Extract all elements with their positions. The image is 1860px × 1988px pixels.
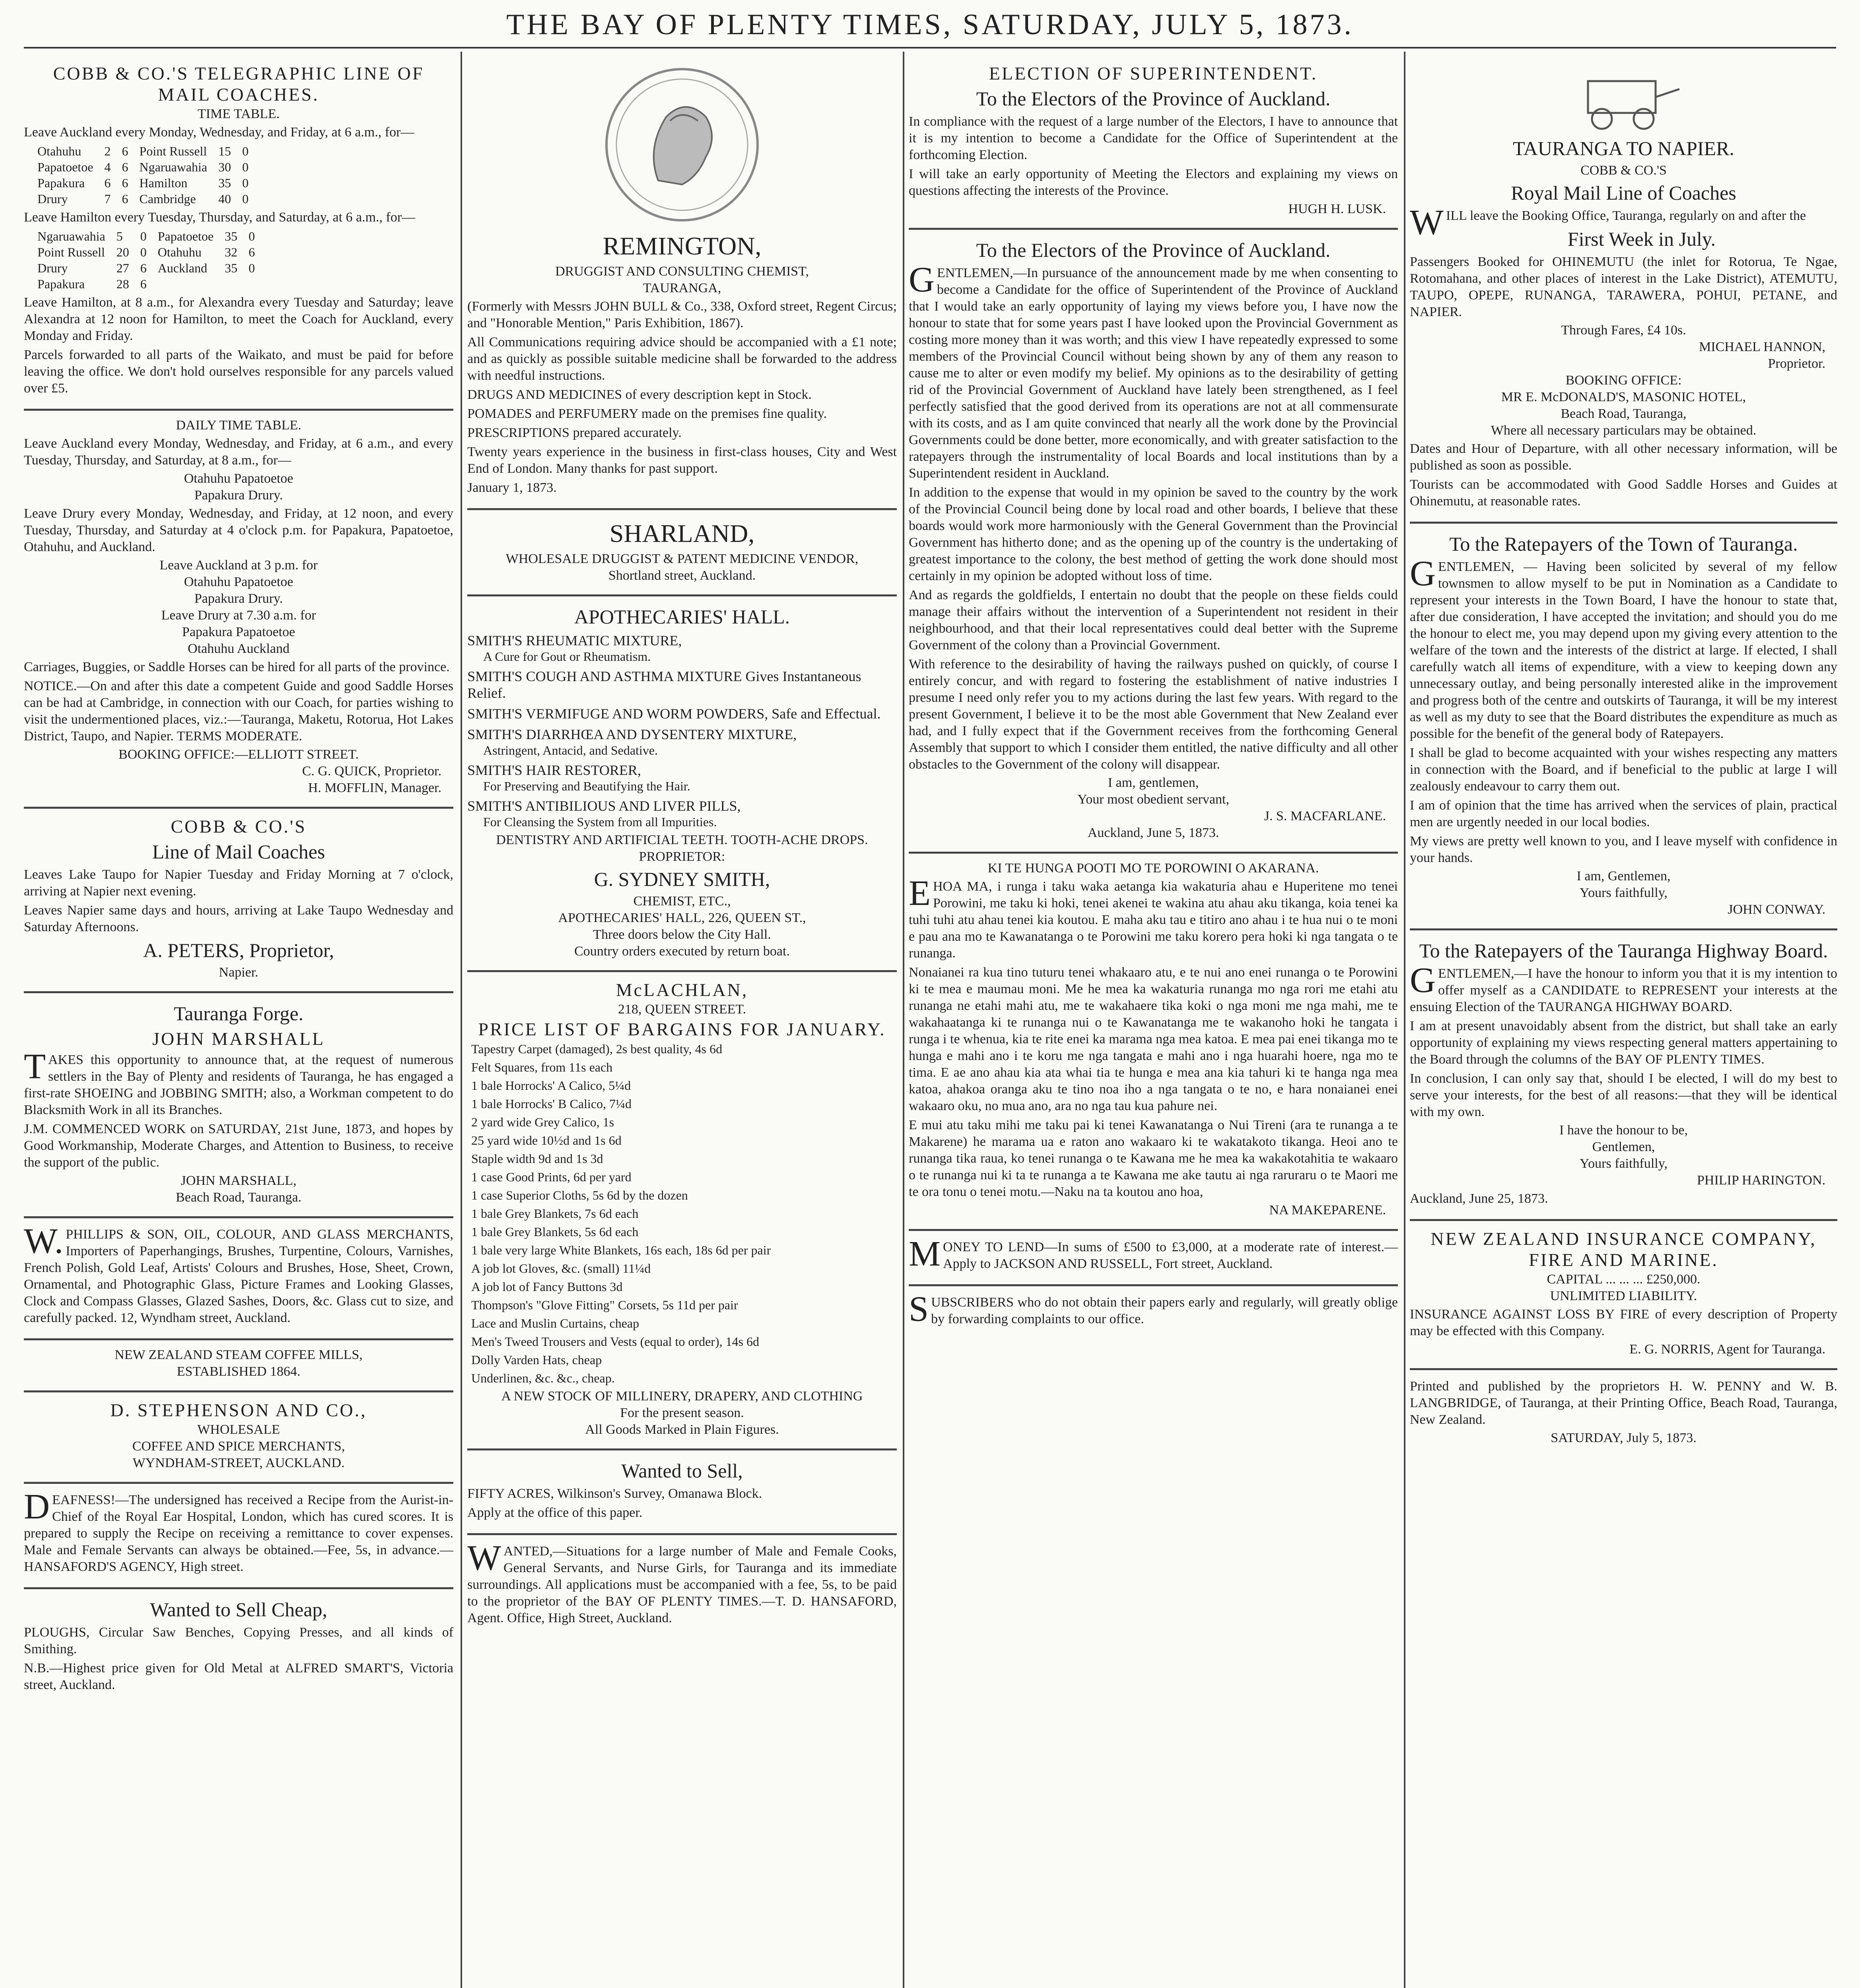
maori-address: [909, 854, 1398, 1231]
coach-icon: [1564, 65, 1683, 133]
remedy-name: SMITH'S DIARRHŒA AND DYSENTERY MIXTURE,: [467, 726, 797, 742]
signature: HUGH H. LUSK.: [1288, 202, 1386, 216]
ad-text: And as regards the goldfields, I entertain no doubt that the people on these fields could manage their affairs without the intervention of a Superintendent not resident in their neighbourhood, and that their local representatives could deal better with the Supreme Government of the colony than a Provincial Government.: [909, 588, 1398, 652]
fare-row: [32, 260, 260, 276]
wanted-sell-ad: [467, 1450, 897, 1535]
sharland-ad: [467, 510, 897, 596]
ad-text: Passengers Booked for OHINEMUTU (the inlet for Rotorua, Te Ngae, Rotomahana, and other places of interest in the Lake District), ATEMUTU, TAUPO, OPEPE, RUNANGA, TARAWERA, POHUI, PETANE, and NAPIER.: [1410, 254, 1837, 319]
ad-text: WANTED,—Situations for a large number of Male and Female Cooks, General Servants, and Nurse Girls, for Tauranga and its immediate surroundings. All applications must be accompanied with a fee, 5s, to be paid to the proprietor of the BAY OF PLENTY TIMES.—T. D. HANSAFORD, Agent. Office, High Street, Auckland.: [467, 1538, 897, 1625]
ad-text: My views are pretty well known to you, and I leave myself with confidence in your hands.: [1410, 834, 1837, 865]
price-list-item: Thompson's "Glove Fitting" Corsets, 5s 11d per pair: [471, 1298, 738, 1312]
column-divider: [461, 52, 462, 1988]
remedy-description: For Preserving and Beautifying the Hair.: [483, 779, 690, 793]
price-list-item: Tapestry Carpet (damaged), 2s best quality, 4s 6d: [471, 1042, 723, 1056]
ad-title: To the Ratepayers of the Town of Tauranga.: [1449, 533, 1798, 555]
place-list: Papakura Drury.: [194, 591, 283, 606]
ad-text: FIFTY ACRES, Wilkinson's Survey, Omanawa Block.: [467, 1486, 762, 1501]
ad-subtitle: To the Electors of the Province of Auckland.: [976, 87, 1331, 110]
coffee-mills-ad: [24, 1340, 453, 1392]
price-list-item: 1 bale Horrocks' A Calico, 5¼d: [471, 1078, 631, 1093]
remedy-description: For Cleansing the System from all Impurities.: [483, 815, 717, 829]
ad-subtitle: ESTABLISHED 1864.: [177, 1364, 301, 1379]
price-list-item: 1 bale Grey Blankets, 7s 6d each: [471, 1206, 639, 1221]
place: TAURANGA,: [643, 281, 721, 295]
fare-cell: 6: [122, 176, 128, 190]
fare-cell: 35: [224, 229, 237, 243]
fare-cell: 0: [242, 160, 249, 174]
lusk-election-ad: [909, 56, 1398, 230]
wanted-sell-cheap-ad: [24, 1589, 453, 1705]
ad-text: Apply at the office of this paper.: [467, 1505, 643, 1520]
ad-subtitle: WHOLESALE DRUGGIST & PATENT MEDICINE VENDOR,: [505, 551, 859, 566]
medallion-portrait-icon: [579, 61, 785, 228]
fare-cell: Otahuhu: [157, 245, 202, 259]
fare-cell: 0: [248, 261, 255, 275]
fare-cell: Ngaruawahia: [37, 229, 105, 243]
ad-text: Leave Auckland every Monday, Wednesday, and Friday, at 6 a.m., and every Tuesday, Thursday, and Saturday, at 8 a.m., for—: [24, 436, 453, 468]
ad-title: McLACHLAN,: [616, 980, 748, 1000]
ad-subtitle: To the Electors of the Province of Auckland.: [976, 239, 1331, 261]
imprint-date: SATURDAY, July 5, 1873.: [1551, 1431, 1697, 1445]
ad-title: Wanted to Sell Cheap,: [150, 1598, 327, 1621]
ad-title: KI TE HUNGA POOTI MO TE POROWINI O AKARANA.: [987, 861, 1319, 876]
napier-coaches-ad: [1410, 56, 1837, 524]
ad-text: Leave Auckland at 3 p.m. for: [159, 558, 318, 573]
ad-text: MONEY TO LEND—In sums of £500 to £3,000, at a moderate rate of interest.—Apply to JACKSON AND RUSSELL, Fort street, Auckland.: [909, 1234, 1398, 1274]
ad-text: J.M. COMMENCED WORK on SATURDAY, 21st June, 1873, and hopes by Good Workmanship, Moderate Charges, and Attention to Business, to receive the support of the public.: [24, 1122, 453, 1170]
ad-title: To the Ratepayers of the Tauranga Highway Board.: [1419, 940, 1828, 962]
fare-row: [32, 244, 260, 260]
ad-title: D. STEPHENSON AND CO.,: [110, 1400, 367, 1420]
insurance-ad: [1410, 1221, 1837, 1370]
address: 218, QUEEN STREET.: [618, 1002, 746, 1017]
imprint: [1410, 1370, 1837, 1457]
closing: Yours faithfully,: [1579, 885, 1668, 900]
ad-subtitle: Line of Mail Coaches: [152, 841, 325, 863]
subscribers-notice: [909, 1286, 1398, 1340]
ad-title: NEW ZEALAND INSURANCE COMPANY, FIRE AND MARINE.: [1430, 1229, 1817, 1270]
fare-cell: Hamilton: [139, 176, 188, 190]
column-1: [24, 56, 453, 1988]
daily-timetable-ad: [24, 411, 453, 809]
ad-title: Tauranga Forge.: [173, 1002, 304, 1025]
fare-cell: 0: [248, 229, 255, 243]
fare-cell: Papakura: [37, 176, 85, 190]
column-divider: [1404, 52, 1405, 1988]
ad-text: PLOUGHS, Circular Saw Benches, Copying Presses, and all kinds of Smithing.: [24, 1625, 453, 1656]
imprint-text: Printed and published by the proprietors H. W. PENNY and W. B. LANGBRIDGE, of Tauranga, at their Printing Office, Beach Road, Tauranga, New Zealand.: [1410, 1379, 1837, 1427]
signature: C. G. QUICK, Proprietor.: [302, 764, 441, 779]
fare-cell: 32: [224, 245, 237, 259]
fare-table-2: [32, 228, 260, 292]
ad-text: Leave Hamilton, at 8 a.m., for Alexandra every Tuesday and Saturday; leave Alexandra at 12 noon for Hamilton, to meet the Coach for Auckland, every Monday and Friday.: [24, 295, 453, 343]
ad-text: Parcels forwarded to all parts of the Waikato, and must be paid for before leaving the office. We don't hold ourselves responsible for any parcels valued over £5.: [24, 348, 453, 396]
ad-text: In compliance with the request of a large number of the Electors, I have to announce that it is my intention to become a Candidate for the Office of Superintendent at the forthcoming Election.: [909, 114, 1398, 162]
fare-cell: 30: [218, 160, 231, 174]
fare-cell: 27: [116, 261, 129, 275]
ad-date: Auckland, June 25, 1873.: [1410, 1191, 1548, 1206]
ad-text: I will take an early opportunity of Meeting the Electors and explaining my views on questions affecting the interests of the Province.: [909, 167, 1398, 198]
ad-text: W.PHILLIPS & SON, OIL, COLOUR, AND GLASS MERCHANTS, Importers of Paperhangings, Brushes, Turpentine, Colours, Varnishes, French Polish, Gold Leaf, Artists' Colours and Brushes, Hose, Sheet, Crown, Ornamental, and Photographic Glass, Picture Frames and Looking Glasses, Clock and Compass Glasses, Glazed Sashes, Doors, &c. Glass cut to size, and carefully packed. 12, Wyndham street, Auckland.: [24, 1221, 453, 1325]
ad-text: PRESCRIPTIONS prepared accurately.: [467, 425, 682, 440]
booking-office: BOOKING OFFICE:—ELLIOTT STREET.: [118, 747, 359, 762]
ad-text: CHEMIST, ETC.,: [633, 894, 731, 909]
ad-text: Leave Drury at 7.30 a.m. for: [161, 608, 316, 623]
remedy-name: SMITH'S VERMIFUGE AND WORM POWDERS, Safe and Effectual.: [467, 706, 881, 722]
fares: Through Fares, £4 10s.: [1561, 323, 1686, 338]
wanted-servants-ad: [467, 1535, 897, 1639]
ad-text: E mui atu taku mihi me taku pai ki tenei Kawanatanga o Nui Tireni (ara te runanga a te Makarene) he marama ua e raton ano wakaaro ki te wakatakoto tikanga. Heoi ano te runanga tika raua, ko tenei runanga o te Kawana me he mea ka wakakotahitia te wakaaro o te runanga nui ki ta te runanga a te Kawana me ake tautu ai nga raruraru o te Maori me te ora tonu o tenei motu.—Naku na ta koutou ano hoa,: [909, 1118, 1398, 1199]
place-list: Otahuhu Auckland: [188, 641, 290, 656]
closing: Gentlemen,: [1592, 1140, 1655, 1154]
ad-text: INSURANCE AGAINST LOSS BY FIRE of every description of Property may be effected with this Company.: [1410, 1307, 1837, 1338]
closing: Yours faithfully,: [1579, 1156, 1668, 1171]
fare-cell: Otahuhu: [37, 144, 82, 158]
deafness-ad: [24, 1484, 453, 1589]
ad-text: DEAFNESS!—The undersigned has received a Recipe from the Aurist-in-Chief of the Royal Ear Hospital, London, which has cured scores. It is prepared to supply the Recipe on receiving a remittance to cover expenses. Male and Female Servants can always be obtained.—Fee, 5s, in advance.—HANSAFORD'S AGENCY, High street.: [24, 1487, 453, 1574]
fare-cell: Point Russell: [139, 144, 207, 158]
fare-row: [32, 175, 254, 191]
fare-cell: 0: [242, 144, 249, 158]
harington-address: [1410, 930, 1837, 1221]
place-list: Otahuhu Papatoetoe: [184, 471, 293, 486]
phillips-ad: [24, 1218, 453, 1340]
place-list: Papakura Papatoetoe: [182, 625, 295, 639]
fare-cell: 15: [218, 144, 231, 158]
fare-cell: 2: [104, 144, 111, 158]
ad-title: COBB & CO.'S: [171, 816, 307, 837]
ad-text: Leaves Napier same days and hours, arriving at Lake Taupo Wednesday and Saturday Afternoons.: [24, 903, 453, 934]
fare-row: [32, 159, 254, 175]
apothecaries-ad: [467, 596, 897, 972]
ad-title: Wanted to Sell,: [621, 1460, 743, 1482]
ad-text: (Formerly with Messrs JOHN BULL & Co., 338, Oxford street, Regent Circus; and "Honorable Mention," Paris Exhibition, 1867).: [467, 299, 897, 330]
ad-text: Leave Hamilton every Tuesday, Thursday, and Saturday, at 6 a.m., for—: [24, 210, 416, 225]
fare-cell: 40: [218, 192, 231, 206]
closing: Your most obedient servant,: [1077, 792, 1229, 807]
fare-cell: Point Russell: [37, 245, 105, 259]
booking-office: BOOKING OFFICE:: [1565, 373, 1682, 388]
ad-text: GENTLEMEN,—I have the honour to inform you that it is my intention to offer myself as a CANDIDATE to REPRESENT your interests at the ensuing Election of the TAURANGA HIGHWAY BOARD.: [1410, 961, 1837, 1014]
ad-text: Leaves Lake Taupo for Napier Tuesday and Friday Morning at 7 o'clock, arriving at Napier next evening.: [24, 867, 453, 899]
fare-cell: [152, 276, 219, 292]
ad-text: In conclusion, I can only say that, should I be elected, I will do my best to serve your interests, for the best of all reasons:—that they will be identical with my own.: [1410, 1071, 1837, 1119]
fare-cell: 6: [140, 277, 147, 291]
address: APOTHECARIES' HALL, 226, QUEEN ST.,: [558, 911, 806, 925]
proprietor-name: A. PETERS, Proprietor,: [143, 939, 334, 961]
conway-address: [1410, 524, 1837, 930]
ad-title: APOTHECARIES' HALL.: [574, 606, 790, 628]
closing: I have the honour to be,: [1559, 1123, 1688, 1138]
ad-text: With reference to the desirability of having the railways pushed on quickly, of course I entirely concur, and with regard to fostering the establishment of native industries I presume I need only refer you to my actions during the last few years. With regard to the present Government, I believe it to be the most able Government that New Zealand ever had, and I fully expect that if the Government receives from the forthcoming General Assembly that support to which I consider them entitled, the native difficulty and all other obstacles to the Government of the colony will disappear.: [909, 657, 1398, 772]
price-list-item: 25 yard wide 10½d and 1s 6d: [471, 1133, 622, 1147]
ad-text: Country orders executed by return boat.: [574, 944, 790, 959]
fare-cell: Papatoetoe: [37, 160, 93, 174]
ad-text: All Communications requiring advice should be accompanied with a £1 note; and as quickly as possible suitable medicine shall be forwarded to the address with needful instructions.: [467, 335, 897, 383]
fare-cell: 0: [140, 245, 147, 259]
ad-text: TAKES this opportunity to announce that, at the request of numerous settlers in the Bay of Plenty and residents of Tauranga, he has engaged a first-rate SHOEING and JOBBING SMITH; also, a Workman competent to do Blacksmith Work in all its Branches.: [24, 1047, 453, 1117]
fare-table-1: [32, 143, 254, 207]
ad-text: In addition to the expense that would in my opinion be saved to the country by the work of the Provincial Council being done by local road and other boards, I believe that these boards would work more harmoniously with the General Government than the Provincial Government has hitherto done; and as the opening up of the country is the undertaking of greatest importance to the colony, the best method of getting the work done should most certainly in my opinion be adopted without loss of time.: [909, 485, 1398, 583]
price-list-item: Underlinen, &c. &c., cheap.: [471, 1371, 615, 1385]
ad-title: NEW ZEALAND STEAM COFFEE MILLS,: [115, 1347, 363, 1362]
price-list-item: 1 bale Horrocks' B Calico, 7¼d: [471, 1097, 632, 1111]
fare-cell: Drury: [37, 192, 68, 206]
fare-cell: 5: [116, 229, 123, 243]
ad-text: A NEW STOCK OF MILLINERY, DRAPERY, AND CLOTHING: [501, 1389, 863, 1404]
ad-text: GENTLEMEN, — Having been solicited by several of my fellow townsmen to allow myself to be put in Nomination as a Candidate to represent your interests in the Town Board, I have the honour to state that, after due consideration, I have accepted the invitation; and should you do me the honour to elect me, you may depend upon my giving every attention to the welfare of the town and the interests of the district at large. If elected, I shall carefully watch all items of expenditure, with a view to keeping down any unnecessary outlay, and being personally interested alike in the improvement and progress both of the centre and outskirts of Tauranga, it will be my interest as well as my duty to see that the Board distributes the expenditure as much as possible for the benefit of the general body of Ratepayers.: [1410, 554, 1837, 741]
remedy-name: SMITH'S HAIR RESTORER,: [467, 762, 641, 778]
ad-subtitle: COBB & CO.'S: [1580, 163, 1667, 178]
fare-cell: Cambridge: [139, 192, 196, 206]
fare-cell: 6: [248, 245, 255, 259]
fare-cell: 0: [140, 229, 147, 243]
fare-row: [32, 228, 260, 244]
signature: JOHN CONWAY.: [1728, 902, 1825, 917]
ad-title: SHARLAND,: [609, 519, 755, 547]
fare-cell: [243, 276, 260, 292]
cobb-telegraphic-ad: [24, 56, 453, 411]
signature: JOHN MARSHALL,: [181, 1173, 297, 1188]
fare-cell: 6: [122, 192, 128, 206]
mail-coaches-ad: [24, 809, 453, 993]
remedy-description: Astringent, Antacid, and Sedative.: [483, 743, 658, 757]
fare-cell: 6: [104, 176, 111, 190]
ad-text: DRUGS AND MEDICINES of every description kept in Stock.: [467, 387, 812, 402]
column-2: [467, 56, 897, 1988]
fare-cell: Drury: [37, 261, 68, 275]
ad-text: Carriages, Buggies, or Saddle Horses can be hired for all parts of the province.: [24, 660, 450, 674]
fare-cell: 35: [218, 176, 231, 190]
price-list-item: 1 case Good Prints, 6d per yard: [471, 1170, 632, 1184]
fare-cell: Ngaruawahia: [139, 160, 207, 174]
remedy-description: A Cure for Gout or Rheumatism.: [483, 649, 651, 664]
fare-cell: [219, 276, 243, 292]
ad-date: Auckland, June 5, 1873.: [1087, 825, 1219, 840]
remedy-name: SMITH'S COUGH AND ASTHMA MIXTURE Gives Instantaneous Relief.: [467, 668, 861, 701]
signature: H. MOFFLIN, Manager.: [308, 780, 441, 795]
ad-text: I shall be glad to become acquainted with your wishes respecting any matters in connection with the Board, and if beneficial to the public at large I will zealously endeavour to carry them out.: [1410, 746, 1837, 794]
ad-text: I am at present unavoidably absent from the district, but shall take an early opportunity of explaining my views respecting general matters appertaining to the Board through the columns of the BAY OF PLENTY TIMES.: [1410, 1019, 1837, 1067]
fare-cell: 6: [122, 160, 128, 174]
signature: E. G. NORRIS, Agent for Tauranga.: [1629, 1342, 1825, 1357]
ad-name: JOHN MARSHALL: [152, 1029, 325, 1049]
ad-text: Tourists can be accommodated with Good Saddle Horses and Guides at Ohinemutu, at reasonable rates.: [1410, 477, 1837, 509]
remedy-name: SMITH'S ANTIBILIOUS AND LIVER PILLS,: [467, 798, 741, 814]
ad-text: GENTLEMEN,—In pursuance of the announcement made by me when consenting to become a Candidate for the office of Superintendent of the Province of Auckland that I would take an early opportunity of laying my views before you, I have now the honour to state that for some years past I have looked upon the Provincial Government as costing more money than it was worth; and this view I have repeatedly expressed to some members of the Provincial Council without being shown by any of them any reason to cause me to alter or even modify my belief. My opinions as to the desirability of getting rid of the Provincial Government of Auckland have lately been strengthened, as I feel perfectly satisfied that the good derived from its operations are not at all commensurate with its costs, and as I am quite convinced that nearly all the work done by the Provincial Governments could be done better, more economically, and with greater satisfaction to the ratepayers through the instrumentality of local Boards and local institutions than by a Superintendent resident in Auckland.: [909, 260, 1398, 481]
ad-text: POMADES and PERFUMERY made on the premises fine quality.: [467, 406, 827, 421]
proprietor-name: G. SYDNEY SMITH,: [594, 868, 770, 890]
ad-text: EHOA MA, i runga i taku waka aetanga kia wakaturia ahau e Huperitene mo tenei Porowini, me taku ki hoki, tenei akenei te wakina atu ahau aku tikanga, koia tenei ka tuhi tuhi atu ahau tenei kia koutou. E maha aku tau e titiro ano ahau i te hua nui o te moni e pau ana mo te Kawanatanga o te Porowini me taku korero pera hoki ki nga tangata o te runanga.: [909, 874, 1398, 961]
closing: I am, gentlemen,: [1108, 775, 1199, 790]
ad-text: All Goods Marked in Plain Figures.: [585, 1422, 779, 1437]
ad-text: PROPRIETOR:: [639, 849, 725, 864]
ad-subtitle: WHOLESALE: [197, 1422, 280, 1437]
remedy-name: SMITH'S RHEUMATIC MIXTURE,: [467, 633, 682, 648]
price-list-item: A job lot of Fancy Buttons 3d: [471, 1279, 623, 1294]
tauranga-forge-ad: [24, 993, 453, 1218]
place-list: Otahuhu Papatoetoe: [184, 575, 293, 589]
ad-title: REMINGTON,: [603, 232, 762, 260]
signature: PHILIP HARINGTON.: [1697, 1173, 1825, 1188]
ad-title: COBB & CO.'S TELEGRAPHIC LINE OF MAIL COACHES.: [53, 63, 424, 105]
stephenson-ad: [24, 1392, 453, 1484]
ad-subtitle: TIME TABLE.: [197, 107, 280, 121]
ad-title: TAURANGA TO NAPIER.: [1513, 137, 1734, 159]
price-list-item: A job lot Gloves, &c. (small) 11¼d: [471, 1261, 651, 1276]
signature: NA MAKEPARENE.: [1269, 1203, 1386, 1217]
money-to-lend-ad: [909, 1231, 1398, 1286]
ad-text: SUBSCRIBERS who do not obtain their papers early and regularly, will greatly oblige by forwarding complaints to our office.: [909, 1289, 1398, 1329]
signature-title: Proprietor.: [1768, 356, 1825, 371]
ad-text: I am of opinion that the time has arrived when the services of plain, practical men are urgently needed in our local bodies.: [1410, 798, 1837, 829]
ad-text: For the present season.: [620, 1406, 744, 1420]
price-list-item: 2 yard wide Grey Calico, 1s: [471, 1115, 614, 1129]
fare-cell: 6: [122, 144, 128, 158]
address: Shortland street, Auckland.: [608, 568, 756, 583]
ad-text: Twenty years experience in the business in first-class houses, City and West End of London. Many thanks for past support.: [467, 445, 897, 476]
fare-row: [32, 191, 254, 207]
ad-subtitle: PRICE LIST OF BARGAINS FOR JANUARY.: [478, 1019, 886, 1039]
address: WYNDHAM-STREET, AUCKLAND.: [132, 1456, 345, 1470]
closing: I am, Gentlemen,: [1576, 869, 1671, 883]
column-3: [909, 56, 1398, 1988]
ad-text: WILL leave the Booking Office, Tauranga, regularly on and after the: [1410, 203, 1806, 242]
booking-office: MR E. McDONALD'S, MASONIC HOTEL,: [1501, 390, 1746, 404]
ad-subtitle: COFFEE AND SPICE MERCHANTS,: [132, 1439, 345, 1454]
price-list-item: Felt Squares, from 11s each: [471, 1060, 613, 1074]
signature: J. S. MACFARLANE.: [1264, 809, 1386, 823]
price-list-item: Lace and Muslin Curtains, cheap: [471, 1316, 639, 1330]
place: Napier.: [219, 965, 258, 980]
fare-cell: 20: [116, 245, 129, 259]
column-4: [1410, 56, 1837, 1988]
ad-text: NOTICE.—On and after this date a competent Guide and good Saddle Horses can be had at Cambridge, in connection with our Coach, for parties wishing to visit the undermentioned places, viz.:—Tauranga, Maketu, Rotorua, Hot Lakes District, Taupo, and Napier. TERMS MODERATE.: [24, 679, 453, 744]
capital: CAPITAL ... ... ... £250,000.: [1547, 1272, 1701, 1287]
address: Three doors below the City Hall.: [593, 927, 771, 942]
liability: UNLIMITED LIABILITY.: [1550, 1289, 1697, 1303]
price-list-item: 1 bale Grey Blankets, 5s 6d each: [471, 1225, 639, 1239]
fare-cell: 0: [242, 192, 249, 206]
fare-cell: 6: [140, 261, 147, 275]
fare-cell: 35: [224, 261, 237, 275]
masthead-rule: [24, 47, 1836, 49]
fare-cell: 7: [104, 192, 111, 206]
address: Beach Road, Tauranga.: [175, 1190, 302, 1205]
booking-office: Beach Road, Tauranga,: [1561, 406, 1687, 421]
newspaper-masthead: THE BAY OF PLENTY TIMES, SATURDAY, JULY 5, 1873.: [506, 8, 1354, 41]
ad-title: ELECTION OF SUPERINTENDENT.: [989, 63, 1318, 83]
fare-cell: Auckland: [157, 261, 207, 275]
price-list-item: 1 case Superior Cloths, 5s 6d by the dozen: [471, 1188, 688, 1202]
ad-date: January 1, 1873.: [467, 480, 557, 495]
fare-cell: 0: [242, 176, 249, 190]
ad-text: DENTISTRY AND ARTIFICIAL TEETH. TOOTH-ACHE DROPS.: [496, 833, 868, 847]
ad-text: N.B.—Highest price given for Old Metal at ALFRED SMART'S, Victoria street, Auckland.: [24, 1661, 453, 1692]
remington-ad: [467, 56, 897, 510]
ad-text: Leave Auckland every Monday, Wednesday, and Friday, at 6 a.m., for—: [24, 125, 414, 140]
macfarlane-address: [909, 230, 1398, 854]
fare-row: [32, 276, 260, 292]
fare-row: [32, 143, 254, 159]
ad-highlight: First Week in July.: [1567, 228, 1716, 250]
mclachlan-ad: [467, 972, 897, 1450]
ad-text: Nonaianei ra kua tino tuturu tenei whakaaro atu, e te nui ano enei runanga o te Porowini ki te mea e maumau moni. Me he mea ka wakaturia runanga mo nga rori me etahi atu runanga ne etahi mahi atu, me te wakahaere tika koki o nga moni me nga mahi, me te wakahaatanga ki te runanga nui o te Kawanatanga me te wakanoho hoki he tangata i runga i te whenua, kia te rite enei ka marama nga mea katoa. E mea pai enei tikanga mo te hunga e mahi ano i te koru me nga tangata e mahi ano i nga huarahi hoere, nga mo te tima. E ae ano ahau kia ata whai tia te hunga e mea ana kia tahuri ki te hanga nga mea katoa, ahakoa oranga aku te tino noa iho a nga tangata o te no, e hara nonaianei enei wakaaro oku, no mua ano, ara no nga tau kua pahure nei.: [909, 965, 1398, 1113]
ad-subtitle: DRUGGIST AND CONSULTING CHEMIST,: [555, 264, 809, 279]
price-list-item: Dolly Varden Hats, cheap: [471, 1353, 602, 1367]
fare-cell: Papakura: [37, 277, 85, 291]
signature: MICHAEL HANNON,: [1699, 340, 1825, 354]
fare-cell: Papatoetoe: [157, 229, 214, 243]
ad-text: Dates and Hour of Departure, with all other necessary information, will be published as soon as possible.: [1410, 441, 1837, 473]
price-list-item: Staple width 9d and 1s 3d: [471, 1151, 603, 1166]
ad-subtitle: Royal Mail Line of Coaches: [1511, 182, 1736, 204]
ad-text: Leave Drury every Monday, Wednesday, and Friday, at 12 noon, and every Tuesday, Thursday, and Saturday at 4 o'clock p.m. for Papakura, Papatoetoe, Otahuhu, and Auckland.: [24, 506, 453, 554]
ad-title: DAILY TIME TABLE.: [176, 418, 301, 433]
fare-cell: 28: [116, 277, 129, 291]
price-list-item: 1 bale very large White Blankets, 16s each, 18s 6d per pair: [471, 1243, 771, 1257]
place-list: Papakura Drury.: [194, 488, 283, 503]
booking-office: Where all necessary particulars may be obtained.: [1491, 423, 1757, 438]
price-list-item: Men's Tweed Trousers and Vests (equal to order), 14s 6d: [471, 1334, 760, 1349]
column-divider: [903, 52, 904, 1988]
fare-cell: 4: [104, 160, 111, 174]
